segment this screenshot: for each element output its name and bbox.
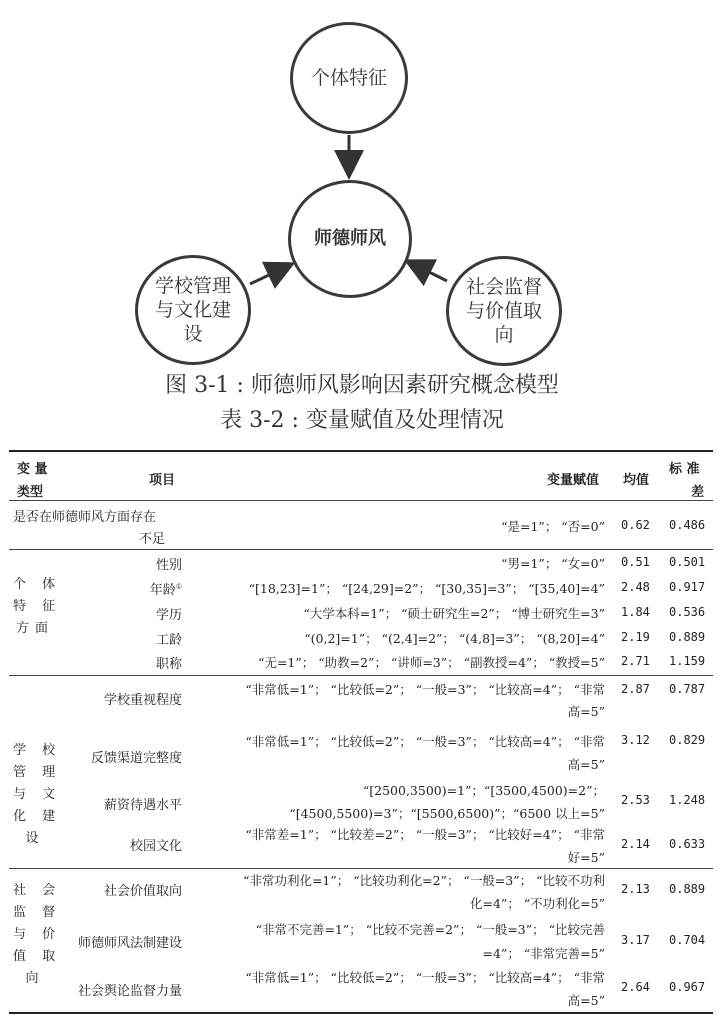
group2-sd-school-emphasis: 0.787: [669, 682, 706, 696]
group2-rule: [9, 675, 713, 676]
node-left-line: 与文化建: [154, 299, 231, 321]
header-type-line2: 类型: [17, 485, 44, 500]
group2-label-line: 设: [25, 831, 45, 846]
header-sd-line2: 差: [691, 485, 705, 500]
row0-item-line2: 不足: [139, 532, 166, 547]
node-right-line: 社会监督: [465, 276, 542, 298]
group3-mean-legal: 3.17: [621, 933, 650, 947]
group2-mean-feedback: 3.12: [621, 733, 650, 747]
row0-mean: 0.62: [621, 518, 650, 532]
group2-value-feedback-line1: “非常低=1”； “比较低=2”； “一般=3”； “比较高=4”； “非常: [245, 734, 605, 749]
figure-caption: 图 3-1 : 师德师风影响因素研究概念模型: [165, 373, 559, 398]
group2-value-salary-line1: “[2500,3500)=1”；“[3500,4500)=2”；: [362, 783, 605, 798]
header-item: 项目: [149, 473, 176, 488]
concept-model-diagram: [0, 0, 724, 368]
group3-item-social-value: 社会价值取向: [103, 884, 182, 899]
group2-sd-feedback: 0.829: [669, 733, 706, 747]
group3-value-social-value-line2: 化=4”； “不功利化=5”: [470, 896, 605, 911]
row0-value: “是=1”； “否=0”: [501, 519, 605, 534]
group2-value-campus-culture-line1: “非常差=1”； “比较差=2”； “一般=3”； “比较好=4”； “非常: [245, 827, 605, 842]
table-top-rule: [9, 450, 713, 452]
group2-sd-campus-culture: 0.633: [669, 837, 706, 851]
group1-value-education: “大学本科=1”； “硕士研究生=2”； “博士研究生=3”: [303, 606, 605, 621]
group3-value-social-value-line1: “非常功利化=1”； “比较功利化=2”； “一般=3”； “比较不功利: [243, 873, 605, 888]
group1-sd-title: 1.159: [669, 654, 706, 668]
group3-value-public-opinion-line2: 高=5”: [567, 993, 605, 1008]
group2-mean-campus-culture: 2.14: [621, 837, 650, 851]
group3-item-public-opinion: 社会舆论监督力量: [77, 984, 182, 999]
group3-item-legal: 师德师风法制建设: [77, 936, 182, 951]
group3-label-line: 向: [25, 971, 45, 986]
group3-mean-public-opinion: 2.64: [621, 980, 650, 994]
group3-label-line: 监 督: [13, 905, 62, 920]
header-mean: 均值: [623, 473, 650, 488]
group1-label: [13, 574, 62, 640]
group1-sd-education: 0.536: [669, 605, 706, 619]
group2-item-feedback: 反馈渠道完整度: [90, 751, 182, 766]
group3-sd-public-opinion: 0.967: [669, 980, 706, 994]
node-left-line: 学校管理: [154, 275, 231, 297]
group1-value-title: “无=1”； “助教=2”； “讲师=3”； “副教授=4”； “教授=5”: [258, 655, 605, 670]
group2-label-line: 与 文: [13, 787, 62, 802]
group1-value-gender: “男=1”； “女=0”: [501, 556, 605, 571]
group1-value-age: “[18,23]=1”； “[24,29]=2”； “[30,35]=3”； “[35,40]=4”: [248, 581, 605, 596]
group2-item-school-emphasis: 学校重视程度: [103, 693, 182, 708]
group2-label: [13, 740, 62, 850]
group3-value-public-opinion-line1: “非常低=1”； “比较低=2”； “一般=3”； “比较高=4”； “非常: [245, 970, 605, 985]
row0-sd: 0.486: [669, 518, 706, 532]
group1-sd-gender: 0.501: [669, 555, 706, 569]
group2-value-feedback-line2: 高=5”: [567, 757, 605, 772]
node-individual-traits: [290, 22, 408, 134]
arrow-left-to-center: [250, 265, 290, 284]
node-top-label: 个体特征: [310, 67, 387, 89]
group1-item-education: 学历: [155, 608, 182, 623]
group2-value-campus-culture-line2: 好=5”: [567, 850, 605, 865]
group1-mean-education: 1.84: [621, 605, 650, 619]
group1-item-seniority: 工龄: [155, 633, 182, 648]
arrow-right-to-center: [409, 262, 447, 281]
group3-value-legal-line1: “非常不完善=1”； “比较不完善=2”； “一般=3”； “比较完善: [255, 922, 605, 937]
group2-value-salary-line2: “[4500,5500)=3”；“[5500,6500)”；“6500 以上=5”: [289, 806, 605, 821]
group2-label-line: 化 建: [13, 809, 62, 824]
node-right-line: 向: [494, 324, 514, 346]
table-bottom-rule: [9, 1012, 713, 1014]
group1-mean-gender: 0.51: [621, 555, 650, 569]
group3-value-legal-line2: =4”； “非常完善=5”: [482, 946, 605, 961]
group3-mean-social-value: 2.13: [621, 882, 650, 896]
node-center-label: 师德师风: [314, 228, 386, 249]
group3-label-line: 与 价: [13, 927, 62, 942]
node-school-management: [135, 255, 251, 365]
group1-sd-age: 0.917: [669, 580, 706, 594]
group2-item-salary: 薪资待遇水平: [103, 798, 182, 813]
group3-sd-social-value: 0.889: [669, 882, 706, 896]
group3-label-line: 社 会: [13, 883, 62, 898]
node-right-line: 与价值取: [465, 300, 542, 322]
group3-sd-legal: 0.704: [669, 933, 706, 947]
group2-sd-salary: 1.248: [669, 793, 706, 807]
group2-label-line: 管 理: [13, 765, 62, 780]
group1-item-gender: 性别: [155, 558, 182, 573]
table-caption: 表 3-2 : 变量赋值及处理情况: [220, 408, 504, 433]
group2-value-school-emphasis-line2: 高=5”: [567, 704, 605, 719]
group1-label-line: 特 征: [13, 599, 62, 614]
group1-sd-seniority: 0.889: [669, 630, 706, 644]
node-social-supervision: [446, 256, 562, 366]
group3-rule: [9, 868, 713, 869]
age-label: 年龄: [149, 583, 176, 598]
group1-mean-seniority: 2.19: [621, 630, 650, 644]
group1-rule: [9, 549, 713, 550]
group2-label-line: 学 校: [13, 743, 62, 758]
node-teacher-ethics: [288, 180, 412, 298]
group3-label-line: 值 取: [13, 949, 62, 964]
header-value: 变量赋值: [547, 473, 600, 488]
group3-label: [13, 880, 62, 990]
group1-value-seniority: “(0,2]=1”； “(2,4]=2”； “(4,8]=3”； “(8,20]=4”: [304, 631, 605, 646]
age-footnote-mark: ①: [175, 582, 182, 591]
group2-item-campus-culture: 校园文化: [129, 839, 182, 854]
group2-mean-school-emphasis: 2.87: [621, 682, 650, 696]
row0-item-line1: 是否在师德师风方面存在: [13, 510, 157, 525]
group1-label-line: 方面: [15, 621, 54, 636]
header-type-line1: 变 量: [17, 462, 48, 477]
group1-label-line: 个 体: [13, 577, 62, 592]
group1-item-title: 职称: [155, 657, 182, 672]
group1-mean-title: 2.71: [621, 654, 650, 668]
group2-value-school-emphasis-line1: “非常低=1”； “比较低=2”； “一般=3”； “比较高=4”； “非常: [245, 682, 605, 697]
group1-item-age: [150, 579, 182, 598]
header-sd-line1: 标 准: [669, 462, 700, 477]
header-rule: [9, 500, 713, 501]
group1-mean-age: 2.48: [621, 580, 650, 594]
node-left-line: 设: [183, 323, 203, 345]
group2-mean-salary: 2.53: [621, 793, 650, 807]
